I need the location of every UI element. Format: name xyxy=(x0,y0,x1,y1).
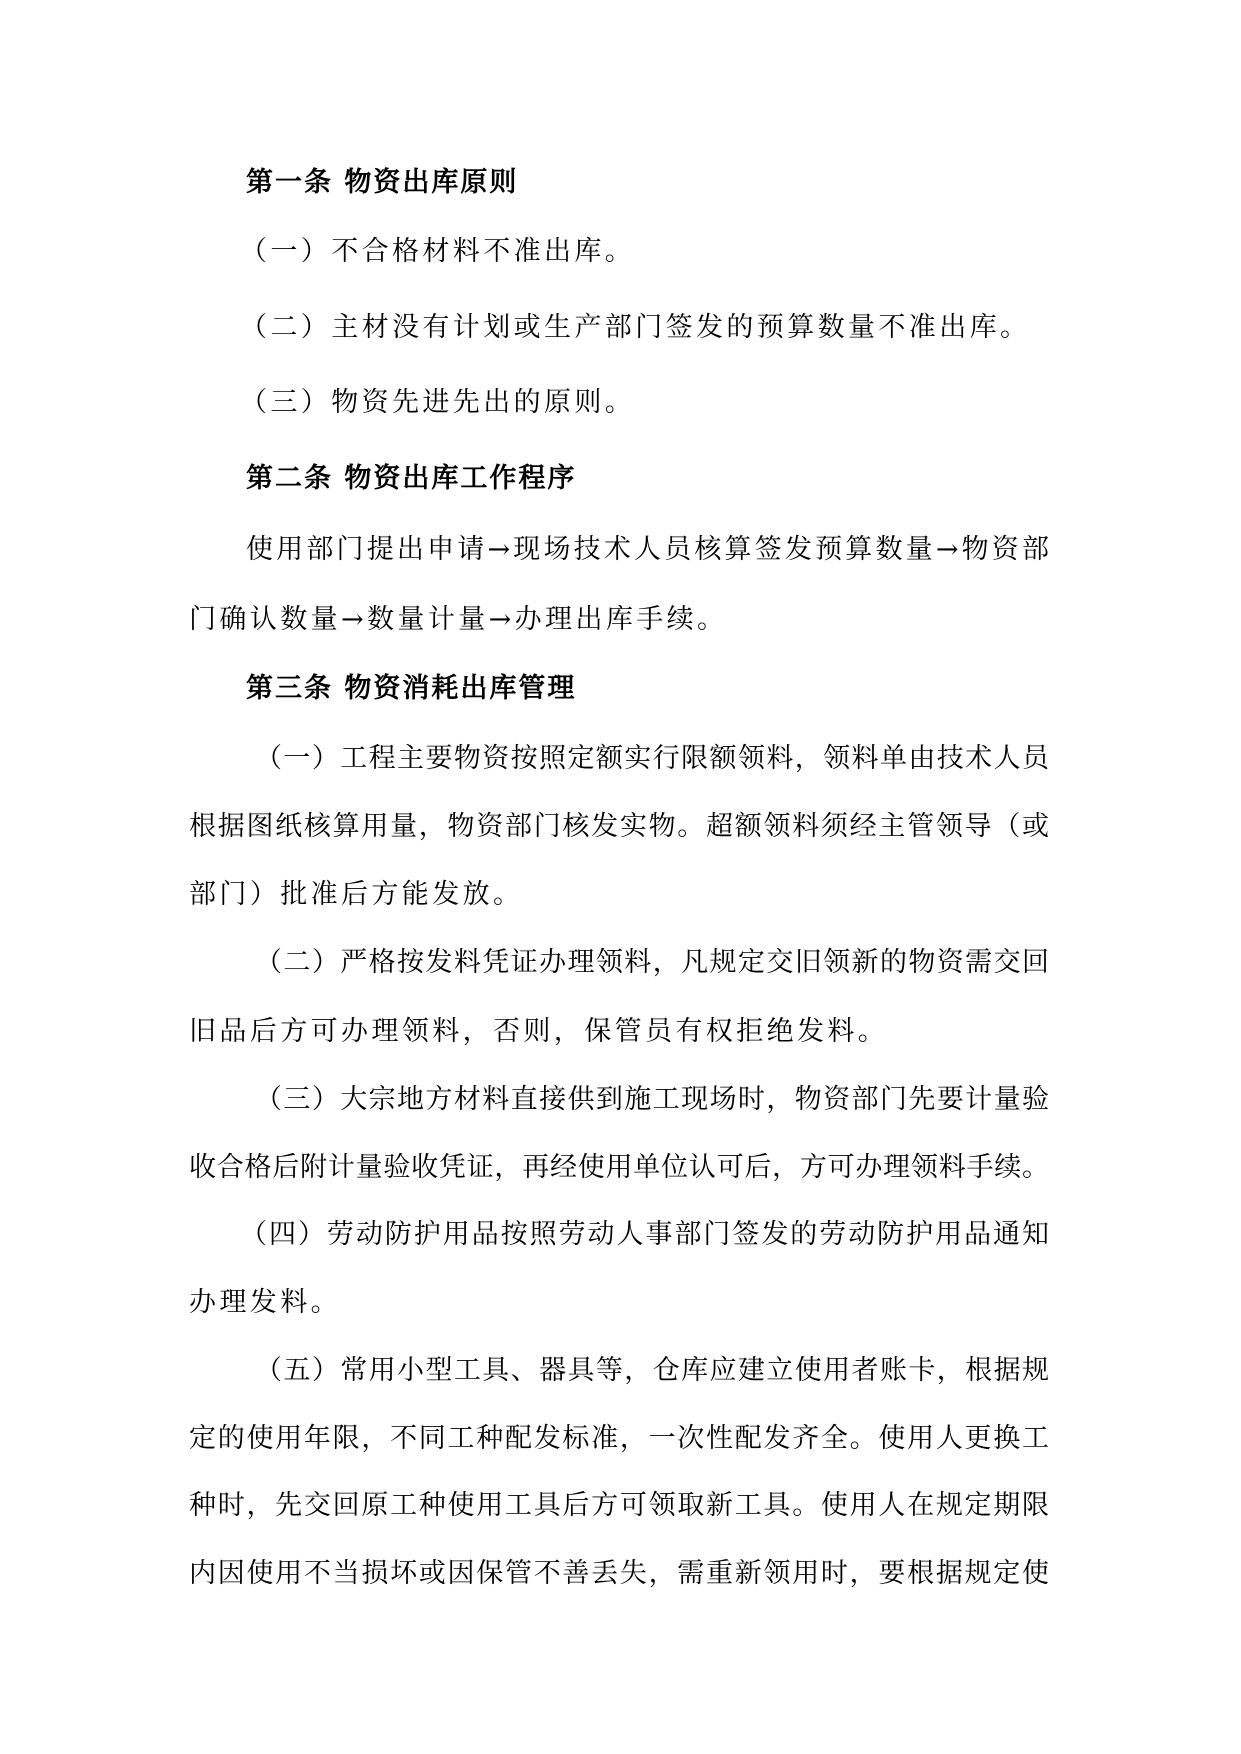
article-3-paragraph-line: 根据图纸核算用量，物资部门核发实物。超额领料须经主管领导（或 xyxy=(189,811,1049,842)
article-3-paragraph-line: 办理发料。 xyxy=(189,1287,341,1318)
article-1-item-2: （二）主材没有计划或生产部门签发的预算数量不准出库。 xyxy=(240,312,1031,343)
article-2-heading: 第二条 物资出库工作程序 xyxy=(246,463,577,494)
article-3-paragraph-line: （四）劳动防护用品按照劳动人事部门签发的劳动防护用品通知 xyxy=(240,1219,1049,1250)
article-3-paragraph-line: （三）大宗地方材料直接供到施工现场时，物资部门先要计量验 xyxy=(255,1084,1049,1115)
article-3-paragraph-line: 旧品后方可办理领料，否则，保管员有权拒绝发料。 xyxy=(189,1016,889,1047)
article-1-item-1: （一）不合格材料不准出库。 xyxy=(240,236,636,267)
article-3-paragraph-line: 定的使用年限，不同工种配发标准，一次性配发齐全。使用人更换工 xyxy=(189,1423,1049,1454)
article-3-paragraph-line: 种时，先交回原工种使用工具后方可领取新工具。使用人在规定期限 xyxy=(189,1490,1049,1521)
article-2-paragraph-line: 门确认数量→数量计量→办理出库手续。 xyxy=(189,604,728,635)
article-3-heading: 第三条 物资消耗出库管理 xyxy=(246,673,577,704)
article-1-item-3: （三）物资先进先出的原则。 xyxy=(240,387,636,418)
article-3-paragraph-line: （一）工程主要物资按照定额实行限额领料，领料单由技术人员 xyxy=(255,743,1049,774)
article-2-paragraph-line: 使用部门提出申请→现场技术人员核算签发预算数量→物资部 xyxy=(246,534,1049,565)
article-3-paragraph-line: （二）严格按发料凭证办理领料，凡规定交旧领新的物资需交回 xyxy=(255,947,1049,978)
article-3-paragraph-line: （五）常用小型工具、器具等，仓库应建立使用者账卡，根据规 xyxy=(255,1355,1049,1386)
article-3-paragraph-line: 部门）批准后方能发放。 xyxy=(189,879,524,910)
article-3-paragraph-line: 内因使用不当损坏或因保管不善丢失，需重新领用时，要根据规定使 xyxy=(189,1558,1049,1589)
article-3-paragraph-line: 收合格后附计量验收凭证，再经使用单位认可后，方可办理领料手续。 xyxy=(189,1152,1049,1183)
article-1-heading: 第一条 物资出库原则 xyxy=(246,167,519,198)
